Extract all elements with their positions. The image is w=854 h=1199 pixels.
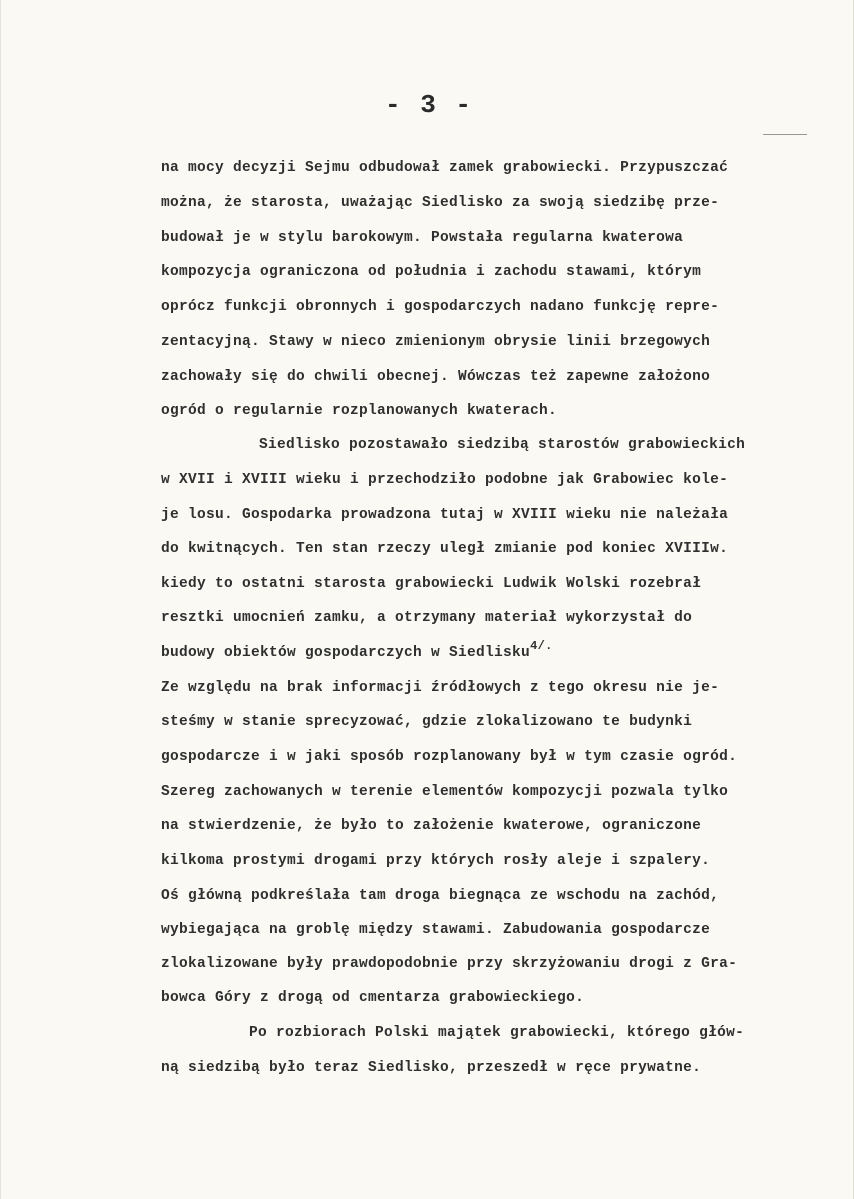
text-line-content: budowy obiektów gospodarczych w Siedlisku [161,645,531,661]
text-line: je losu. Gospodarka prowadzona tutaj w XVIII wieku nie należała [161,507,729,523]
text-line: budował je w stylu barokowym. Powstała regularna kwaterowa [161,230,684,246]
header-dash [763,134,807,135]
text-line: Ze względu na brak informacji źródłowych z tego okresu nie je- [161,680,720,696]
text-line: na stwierdzenie, że było to założenie kwaterowe, ograniczone [161,818,702,834]
text-line: na mocy decyzji Sejmu odbudował zamek grabowiecki. Przypuszczać [161,160,729,176]
text-line: w XVII i XVIII wieku i przechodziło podobne jak Grabowiec kole- [161,472,729,488]
text-line: ną siedzibą było teraz Siedlisko, przeszedł w ręce prywatne. [161,1060,702,1076]
text-line: resztki umocnień zamku, a otrzymany materiał wykorzystał do [161,610,693,626]
text-line: steśmy w stanie sprecyzować, gdzie zlokalizowano te budynki [161,714,693,730]
text-line: do kwitnących. Ten stan rzeczy uległ zmianie pod koniec XVIIIw. [161,541,729,557]
text-line: Po rozbiorach Polski majątek grabowiecki, którego głów- [249,1025,745,1041]
text-line: można, że starosta, uważając Siedlisko za swoją siedzibę prze- [161,195,720,211]
text-line: Szereg zachowanych w terenie elementów kompozycji pozwala tylko [161,784,729,800]
text-line: gospodarcze i w jaki sposób rozplanowany był w tym czasie ogród. [161,749,738,765]
text-line: Siedlisko pozostawało siedzibą starostów grabowieckich [259,437,746,453]
text-line [161,639,553,661]
footnote-reference: 4/. [530,639,553,653]
page-number: - 3 - [385,90,474,120]
text-line: kilkoma prostymi drogami przy których rosły aleje i szpalery. [161,853,711,869]
text-line: ogród o regularnie rozplanowanych kwaterach. [161,403,558,419]
text-line: bowca Góry z drogą od cmentarza grabowieckiego. [161,990,585,1006]
text-line: kiedy to ostatni starosta grabowiecki Ludwik Wolski rozebrał [161,576,702,592]
text-line: zachowały się do chwili obecnej. Wówczas też zapewne założono [161,369,711,385]
text-line: Oś główną podkreślała tam droga biegnąca ze wschodu na zachód, [161,888,720,904]
text-line: oprócz funkcji obronnych i gospodarczych nadano funkcję repre- [161,299,720,315]
text-line: kompozycja ograniczona od południa i zachodu stawami, którym [161,264,702,280]
text-line: zentacyjną. Stawy w nieco zmienionym obrysie linii brzegowych [161,334,711,350]
text-line: zlokalizowane były prawdopodobnie przy skrzyżowaniu drogi z Gra- [161,956,738,972]
text-line: wybiegająca na groblę między stawami. Zabudowania gospodarcze [161,922,711,938]
